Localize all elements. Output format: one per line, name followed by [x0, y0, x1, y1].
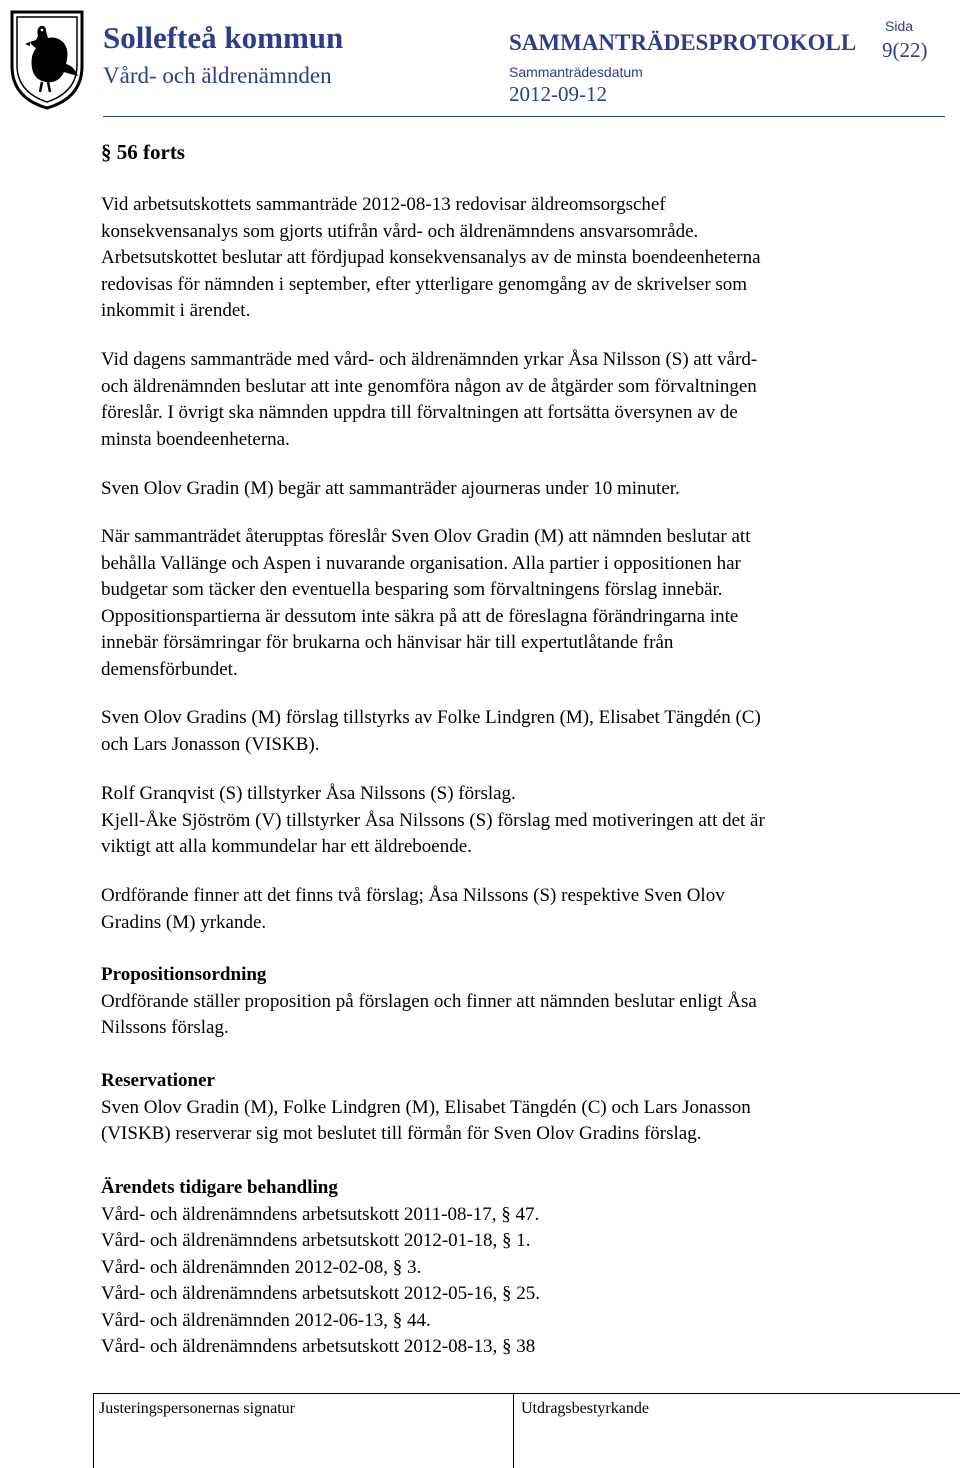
text-line: inkommit i ärendet. — [101, 300, 251, 321]
organization-name: Sollefteå kommun — [103, 20, 344, 55]
history-item: Vård- och äldrenämndens arbetsutskott 2012-05-16, § 25. — [101, 1283, 541, 1304]
text-line: konsekvensanalys som gjorts utifrån vård- och äldrenämndens ansvarsområde. — [101, 220, 699, 242]
text-line: Nilssons förslag. — [101, 1017, 229, 1038]
text-line: Sven Olov Gradins (M) förslag tillstyrks av Folke Lindgren (M), Elisabet Tängdén (C) — [101, 707, 761, 728]
history-item: Vård- och äldrenämnden 2012-02-08, § 3. — [101, 1256, 422, 1278]
history-item: Vård- och äldrenämndens arbetsutskott 2012-01-18, § 1. — [101, 1230, 531, 1251]
text-line: (VISKB) reserverar sig mot beslutet till förmån för Sven Olov Gradins förslag. — [101, 1123, 702, 1144]
signature-table — [93, 1393, 960, 1468]
text-line: Ordförande ställer proposition på förslagen och finner att nämnden beslutar enligt Åsa — [101, 990, 757, 1012]
page-number: 9(22) — [882, 38, 928, 62]
paragraph-gradin-proposal — [101, 524, 916, 683]
text-line: Sven Olov Gradin (M), Folke Lindgren (M), Elisabet Tängdén (C) och Lars Jonasson — [101, 1096, 751, 1118]
history-item: Vård- och äldrenämnden 2012-06-13, § 44. — [101, 1309, 431, 1331]
tidigare-behandling-heading: Ärendets tidigare behandling — [101, 1177, 338, 1198]
text-line: minsta boendeenheterna. — [101, 428, 290, 450]
propositionsordning-section — [101, 962, 916, 1042]
page-label: Sida — [885, 18, 914, 34]
text-line: När sammanträdet återupptas föreslår Sven Olov Gradin (M) att nämnden beslutar att — [101, 526, 751, 547]
paragraph-nilsson-motion — [101, 347, 916, 453]
table-border — [93, 1394, 94, 1468]
history-item: Vård- och äldrenämndens arbetsutskott 2012-08-13, § 38 — [101, 1336, 536, 1357]
propositionsordning-heading: Propositionsordning — [101, 964, 267, 985]
text-line: Arbetsutskottet beslutar att fördjupad konsekvensanalys av de minsta boendeenheterna — [101, 247, 761, 268]
history-item: Vård- och äldrenämndens arbetsutskott 2011-08-17, § 47. — [101, 1203, 540, 1225]
text-line: Vid dagens sammanträde med vård- och äldrenämnden yrkar Åsa Nilsson (S) att vård- — [101, 349, 758, 370]
text-line: redovisas för nämnden i september, efter ytterligare genomgång av de skrivelser som — [101, 273, 748, 295]
text-line: Sven Olov Gradin (M) begär att sammanträder ajourneras under 10 minuter. — [101, 478, 680, 499]
signature-label: Justeringspersonernas signatur — [99, 1400, 295, 1417]
reservationer-section — [101, 1068, 916, 1148]
text-line: Gradins (M) yrkande. — [101, 911, 267, 933]
organization-unit: Vård- och äldrenämnden — [103, 63, 332, 88]
paragraph-support-nilsson — [101, 781, 916, 861]
header-divider — [103, 116, 945, 117]
text-line: och Lars Jonasson (VISKB). — [101, 733, 320, 755]
coat-of-arms-icon — [8, 6, 86, 112]
tidigare-behandling-section — [101, 1175, 916, 1361]
text-line: föreslår. I övrigt ska nämnden uppdra till förvaltningen att fortsätta översynen av de — [101, 402, 738, 423]
paragraph-support-gradin — [101, 705, 916, 758]
text-line: demensförbundet. — [101, 658, 238, 680]
meeting-date: 2012-09-12 — [509, 82, 607, 106]
section-heading: § 56 forts — [101, 140, 185, 164]
reservationer-heading: Reservationer — [101, 1070, 215, 1091]
text-line: och äldrenämnden beslutar att inte genomföra någon av de åtgärder som förvaltningen — [101, 375, 757, 397]
text-line: budgetar som täcker den eventuella besparing som förvaltningens förslag innebär. — [101, 579, 723, 600]
text-line: viktigt att alla kommundelar har ett äldreboende. — [101, 836, 472, 857]
text-line: Oppositionspartierna är dessutom inte säkra på att de föreslagna förändringarna inte — [101, 605, 739, 627]
table-border — [513, 1394, 514, 1468]
document-type: SAMMANTRÄDESPROTOKOLL — [509, 30, 857, 55]
text-line: Ordförande finner att det finns två förslag; Åsa Nilssons (S) respektive Sven Olov — [101, 885, 725, 906]
extract-label: Utdragsbestyrkande — [521, 1400, 649, 1417]
paragraph-adjournment — [101, 476, 916, 503]
text-line: Rolf Granqvist (S) tillstyrker Åsa Nilssons (S) förslag. — [101, 783, 516, 804]
paragraph-au-meeting — [101, 192, 916, 325]
text-line: behålla Vallänge och Aspen i nuvarande organisation. Alla partier i oppositionen har — [101, 552, 741, 574]
text-line: Kjell-Åke Sjöström (V) tillstyrker Åsa Nilssons (S) förslag med motiveringen att det är — [101, 809, 765, 831]
meeting-date-label: Sammanträdesdatum — [509, 64, 643, 80]
text-line: Vid arbetsutskottets sammanträde 2012-08-13 redovisar äldreomsorgschef — [101, 194, 666, 215]
text-line: innebär försämringar för brukarna och hänvisar här till expertutlåtande från — [101, 632, 674, 653]
paragraph-two-proposals — [101, 883, 916, 936]
